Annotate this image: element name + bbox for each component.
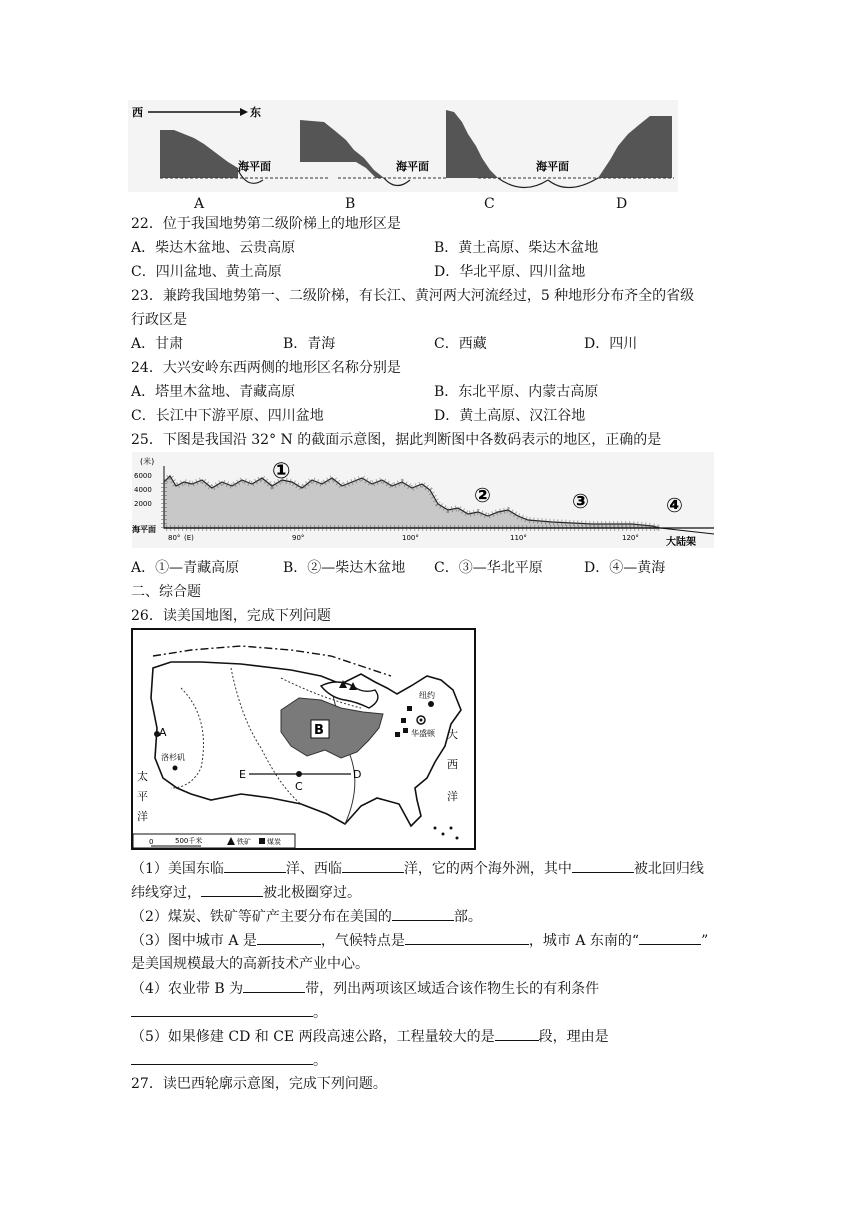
q25-stem: 25．下图是我国沿 32° N 的截面示意图，据此判断图中各数码表示的地区，正确的是 [131, 432, 662, 448]
y-tick-2000: 2000 [134, 500, 152, 508]
sea-level-label-b: 海平面 [396, 160, 429, 173]
marker-1: ① [272, 459, 291, 484]
q23-stem-line1: 23．兼跨我国地势第一、二级阶梯，有长江、黄河两大河流经过，5 种地形分布齐全的省级 [131, 288, 695, 304]
direction-east: 东 [250, 106, 261, 119]
coal-icon [407, 706, 412, 711]
q22-option-c: C．四川盆地、黄土高原 [131, 264, 282, 280]
answer-blank[interactable] [131, 1002, 313, 1017]
answer-blank[interactable] [342, 858, 404, 873]
q26-p3-line2: 是美国规模最大的高新技术产业中心。 [131, 956, 369, 972]
q22-option-d: D．华北平原、四川盆地 [434, 264, 586, 280]
q23-stem-line2: 行政区是 [131, 312, 187, 328]
pacific-char-2: 平 [137, 790, 148, 803]
q25-option-b: B．②—柴达木盆地 [283, 560, 406, 576]
x-tick-80: 80° [168, 534, 181, 542]
sea-level-label-a: 海平面 [238, 160, 271, 173]
caption-b: B [345, 196, 356, 212]
point-d-label: D [353, 768, 362, 781]
x-tick-110: 110° [510, 534, 527, 542]
q26-p5-line2: 。 [131, 1050, 327, 1071]
q26-p4-line2: 。 [131, 1002, 327, 1023]
caption-c: C [484, 196, 495, 212]
q24-stem: 24．大兴安岭东西两侧的地形区名称分别是 [131, 360, 401, 376]
city-dc-label: 华盛顿 [411, 729, 435, 738]
terrain-profiles-figure [128, 100, 678, 192]
caption-d: D [616, 196, 628, 212]
atlantic-char-3: 洋 [447, 790, 458, 803]
q25-option-d: D．④—黄海 [584, 560, 666, 576]
q26-p3-line1: （3）图中城市 A 是 ，气候特点是 ，城市 A 东南的“ ” [131, 930, 708, 951]
usa-map-figure [131, 628, 476, 850]
marker-2: ② [474, 483, 491, 507]
answer-blank[interactable] [131, 1050, 313, 1065]
q22-option-a: A．柴达木盆地、云贵高原 [131, 240, 296, 256]
point-c-label: C [295, 780, 303, 793]
legend-iron: 铁矿 [237, 838, 251, 846]
y-unit: (米) [140, 457, 155, 466]
q24-option-c: C．长江中下游平原、四川盆地 [131, 408, 324, 424]
sea-level: 海平面 [132, 525, 156, 534]
answer-blank[interactable] [405, 930, 529, 945]
pacific-char-3: 洋 [137, 810, 148, 823]
answer-blank[interactable] [201, 882, 263, 897]
q22-stem: 22．位于我国地势第二级阶梯上的地形区是 [131, 216, 401, 232]
pacific-char-1: 太 [137, 770, 148, 783]
q26-stem: 26．读美国地图，完成下列问题 [131, 608, 331, 624]
q26-p1-line2: 纬线穿过， 被北极圈穿过。 [131, 882, 361, 903]
point-e-label: E [239, 768, 246, 781]
q26-p4-line1: （4）农业带 B 为 带，列出两项该区域适合该作物生长的有利条件 [131, 978, 599, 999]
q23-option-d: D．四川 [584, 336, 638, 352]
q23-option-a: A．甘肃 [131, 336, 184, 352]
q27-stem: 27．读巴西轮廓示意图，完成下列问题。 [131, 1076, 387, 1092]
q26-p2: （2）煤炭、铁矿等矿产主要分布在美国的 部。 [131, 906, 482, 927]
city-a-label: A [159, 726, 167, 739]
q24-option-d: D．黄土高原、汉江谷地 [434, 408, 586, 424]
answer-blank[interactable] [243, 978, 305, 993]
x-tick-100: 100° [402, 534, 419, 542]
atlantic-char-2: 西 [447, 758, 458, 771]
shelf-label: 大陆架 [666, 537, 696, 548]
answer-blank[interactable] [257, 930, 321, 945]
q24-option-b: B．东北平原、内蒙古高原 [434, 384, 599, 400]
region-b-label: B [314, 723, 324, 738]
x-tick-90: 90° [292, 534, 305, 542]
city-la-label: 洛杉矶 [161, 753, 185, 762]
answer-blank[interactable] [572, 858, 634, 873]
section-heading: 二、综合题 [131, 584, 201, 600]
sea-level-label-c: 海平面 [536, 160, 569, 173]
q26-p1-line1: （1）美国东临 洋、西临 洋，它的两个海外洲，其中 被北回归线 [131, 858, 704, 879]
q24-option-a: A．塔里木盆地、青藏高原 [131, 384, 296, 400]
q23-option-c: C．西藏 [434, 336, 487, 352]
marker-3: ③ [572, 489, 589, 513]
legend-coal: 煤炭 [267, 838, 281, 846]
q26-p5-line1: （5）如果修建 CD 和 CE 两段高速公路，工程量较大的是 段，理由是 [131, 1026, 609, 1047]
direction-west: 西 [132, 106, 143, 119]
y-tick-6000: 6000 [134, 472, 152, 480]
city-ny-label: 纽约 [419, 691, 435, 700]
q22-option-b: B．黄土高原、柴达木盆地 [434, 240, 599, 256]
scale-zero: 0 [149, 838, 154, 846]
q25-option-a: A．①—青藏高原 [131, 560, 240, 576]
q25-option-c: C．③—华北平原 [434, 560, 543, 576]
answer-blank[interactable] [224, 858, 286, 873]
atlantic-char-1: 大 [447, 728, 458, 741]
cross-section-32n-figure [132, 452, 714, 548]
caption-a: A [194, 196, 205, 212]
answer-blank[interactable] [495, 1026, 539, 1041]
answer-blank[interactable] [639, 930, 701, 945]
scale-km: 500千米 [175, 837, 203, 845]
x-tick-e: (E) [184, 534, 194, 542]
marker-4: ④ [666, 493, 683, 517]
x-tick-120: 120° [622, 534, 639, 542]
answer-blank[interactable] [392, 906, 454, 921]
y-tick-4000: 4000 [134, 486, 152, 494]
q23-option-b: B．青海 [283, 336, 336, 352]
